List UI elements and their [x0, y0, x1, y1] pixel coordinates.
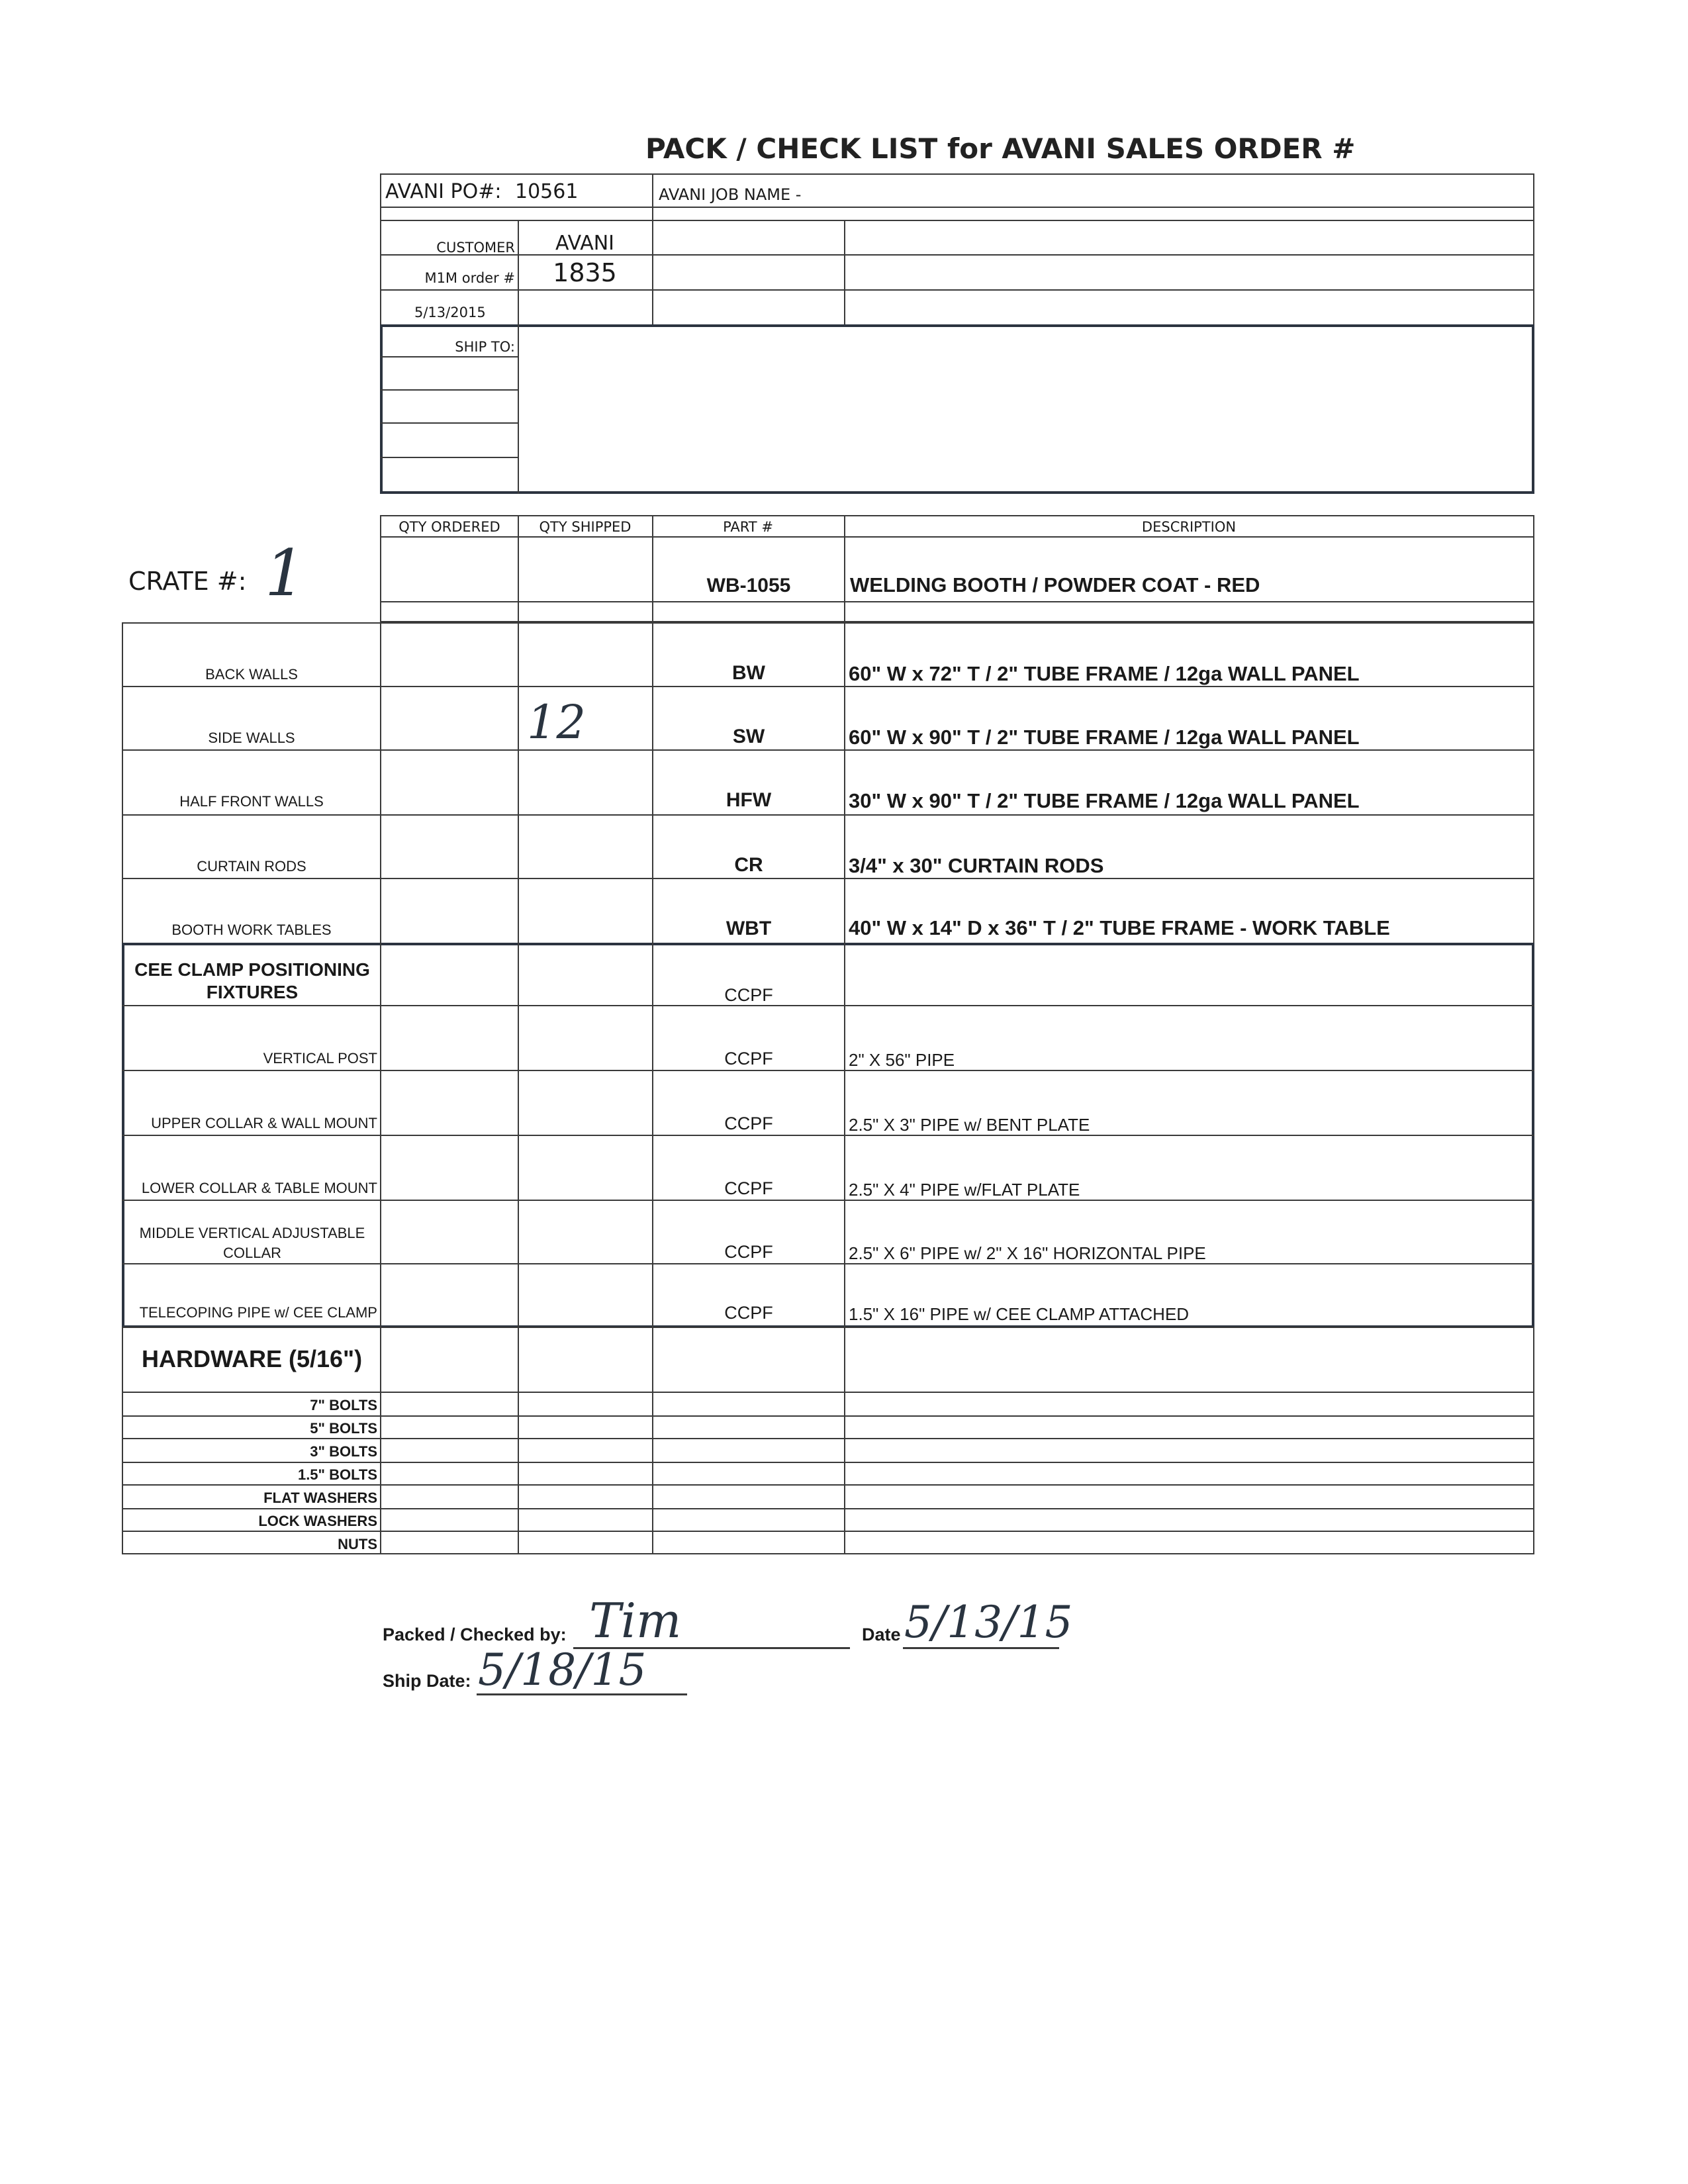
- desc-ccpf-1: 2" X 56" PIPE: [849, 1050, 955, 1070]
- desc-cr: 3/4" x 30" CURTAIN RODS: [849, 854, 1104, 877]
- m1m-order-value: 1835: [553, 258, 617, 287]
- customer-label: CUSTOMER: [436, 240, 515, 256]
- part-wbt: WBT: [726, 918, 772, 939]
- part-hfw: HFW: [726, 789, 772, 811]
- packed-by-label: Packed / Checked by:: [383, 1625, 567, 1644]
- hw-7in-bolts: 7" BOLTS: [310, 1397, 377, 1413]
- ship-date: 5/18/15: [478, 1644, 647, 1695]
- item-half-front-walls: HALF FRONT WALLS: [179, 793, 324, 810]
- packed-by-signature: Tim: [589, 1593, 682, 1648]
- desc-ccpf-4: 2.5" X 6" PIPE w/ 2" X 16" HORIZONTAL PIPE: [849, 1243, 1206, 1263]
- col-part: PART #: [723, 519, 773, 535]
- page-title: PACK / CHECK LIST for AVANI SALES ORDER #: [645, 132, 1356, 165]
- crate-description: WELDING BOOTH / POWDER COAT - RED: [850, 573, 1260, 596]
- hw-lock-washers: LOCK WASHERS: [258, 1513, 377, 1529]
- customer-value: AVANI: [555, 232, 615, 255]
- item-lower-collar: LOWER COLLAR & TABLE MOUNT: [141, 1180, 377, 1196]
- po-label: AVANI PO#:: [385, 180, 502, 203]
- desc-ccpf-5: 1.5" X 16" PIPE w/ CEE CLAMP ATTACHED: [849, 1304, 1190, 1324]
- desc-bw: 60" W x 72" T / 2" TUBE FRAME / 12ga WALL PANEL: [849, 662, 1360, 685]
- ccpf-heading: CEE CLAMP POSITIONING FIXTURES: [134, 959, 370, 1002]
- col-qty-ordered: QTY ORDERED: [399, 519, 500, 535]
- qty-shipped-side-walls: 12: [527, 695, 586, 749]
- crate-label: CRATE #:: [128, 567, 247, 596]
- ship-to-box: [380, 324, 1534, 494]
- hw-1-5in-bolts: 1.5" BOLTS: [297, 1466, 377, 1483]
- part-ccpf-3: CCPF: [724, 1178, 773, 1198]
- hw-flat-washers: FLAT WASHERS: [263, 1490, 377, 1506]
- job-name-label: AVANI JOB NAME -: [659, 185, 802, 204]
- part-sw: SW: [732, 726, 765, 747]
- part-ccpf-5: CCPF: [724, 1303, 773, 1323]
- desc-hfw: 30" W x 90" T / 2" TUBE FRAME / 12ga WALL PANEL: [849, 789, 1360, 812]
- item-vertical-post: VERTICAL POST: [263, 1050, 377, 1067]
- packed-date: 5/13/15: [904, 1597, 1073, 1648]
- hardware-heading: HARDWARE (5/16"): [142, 1345, 363, 1372]
- col-qty-shipped: QTY SHIPPED: [539, 519, 632, 535]
- po-value: 10561: [515, 180, 579, 203]
- hw-3in-bolts: 3" BOLTS: [310, 1443, 377, 1460]
- crate-number: 1: [265, 536, 306, 610]
- desc-wbt: 40" W x 14" D x 36" T / 2" TUBE FRAME - WORK TABLE: [849, 916, 1390, 939]
- desc-ccpf-2: 2.5" X 3" PIPE w/ BENT PLATE: [849, 1115, 1090, 1135]
- date-label: Date: [862, 1625, 901, 1644]
- item-booth-work-tables: BOOTH WORK TABLES: [171, 922, 332, 938]
- part-ccpf-2: CCPF: [724, 1114, 773, 1133]
- item-back-walls: BACK WALLS: [205, 666, 298, 683]
- part-ccpf-4: CCPF: [724, 1242, 773, 1262]
- part-bw: BW: [732, 662, 765, 684]
- part-ccpf-1: CCPF: [724, 1049, 773, 1068]
- ship-to-label: SHIP TO:: [455, 339, 515, 355]
- ccpf-heading-part: CCPF: [724, 985, 773, 1005]
- order-date: 5/13/2015: [414, 305, 486, 320]
- part-cr: CR: [734, 854, 763, 876]
- desc-sw: 60" W x 90" T / 2" TUBE FRAME / 12ga WALL PANEL: [849, 726, 1360, 749]
- hw-nuts: NUTS: [338, 1536, 377, 1552]
- ship-date-label: Ship Date:: [383, 1671, 471, 1691]
- crate-part: WB-1055: [706, 575, 791, 596]
- hw-5in-bolts: 5" BOLTS: [310, 1420, 377, 1437]
- m1m-order-label: M1M order #: [424, 270, 515, 286]
- item-upper-collar: UPPER COLLAR & WALL MOUNT: [151, 1115, 377, 1131]
- desc-ccpf-3: 2.5" X 4" PIPE w/FLAT PLATE: [849, 1180, 1080, 1200]
- item-middle-collar: MIDDLE VERTICAL ADJUSTABLE COLLAR: [139, 1225, 365, 1261]
- col-description: DESCRIPTION: [1141, 519, 1237, 535]
- item-telecoping-pipe: TELECOPING PIPE w/ CEE CLAMP: [139, 1304, 377, 1321]
- item-side-walls: SIDE WALLS: [208, 730, 295, 746]
- item-curtain-rods: CURTAIN RODS: [197, 858, 306, 875]
